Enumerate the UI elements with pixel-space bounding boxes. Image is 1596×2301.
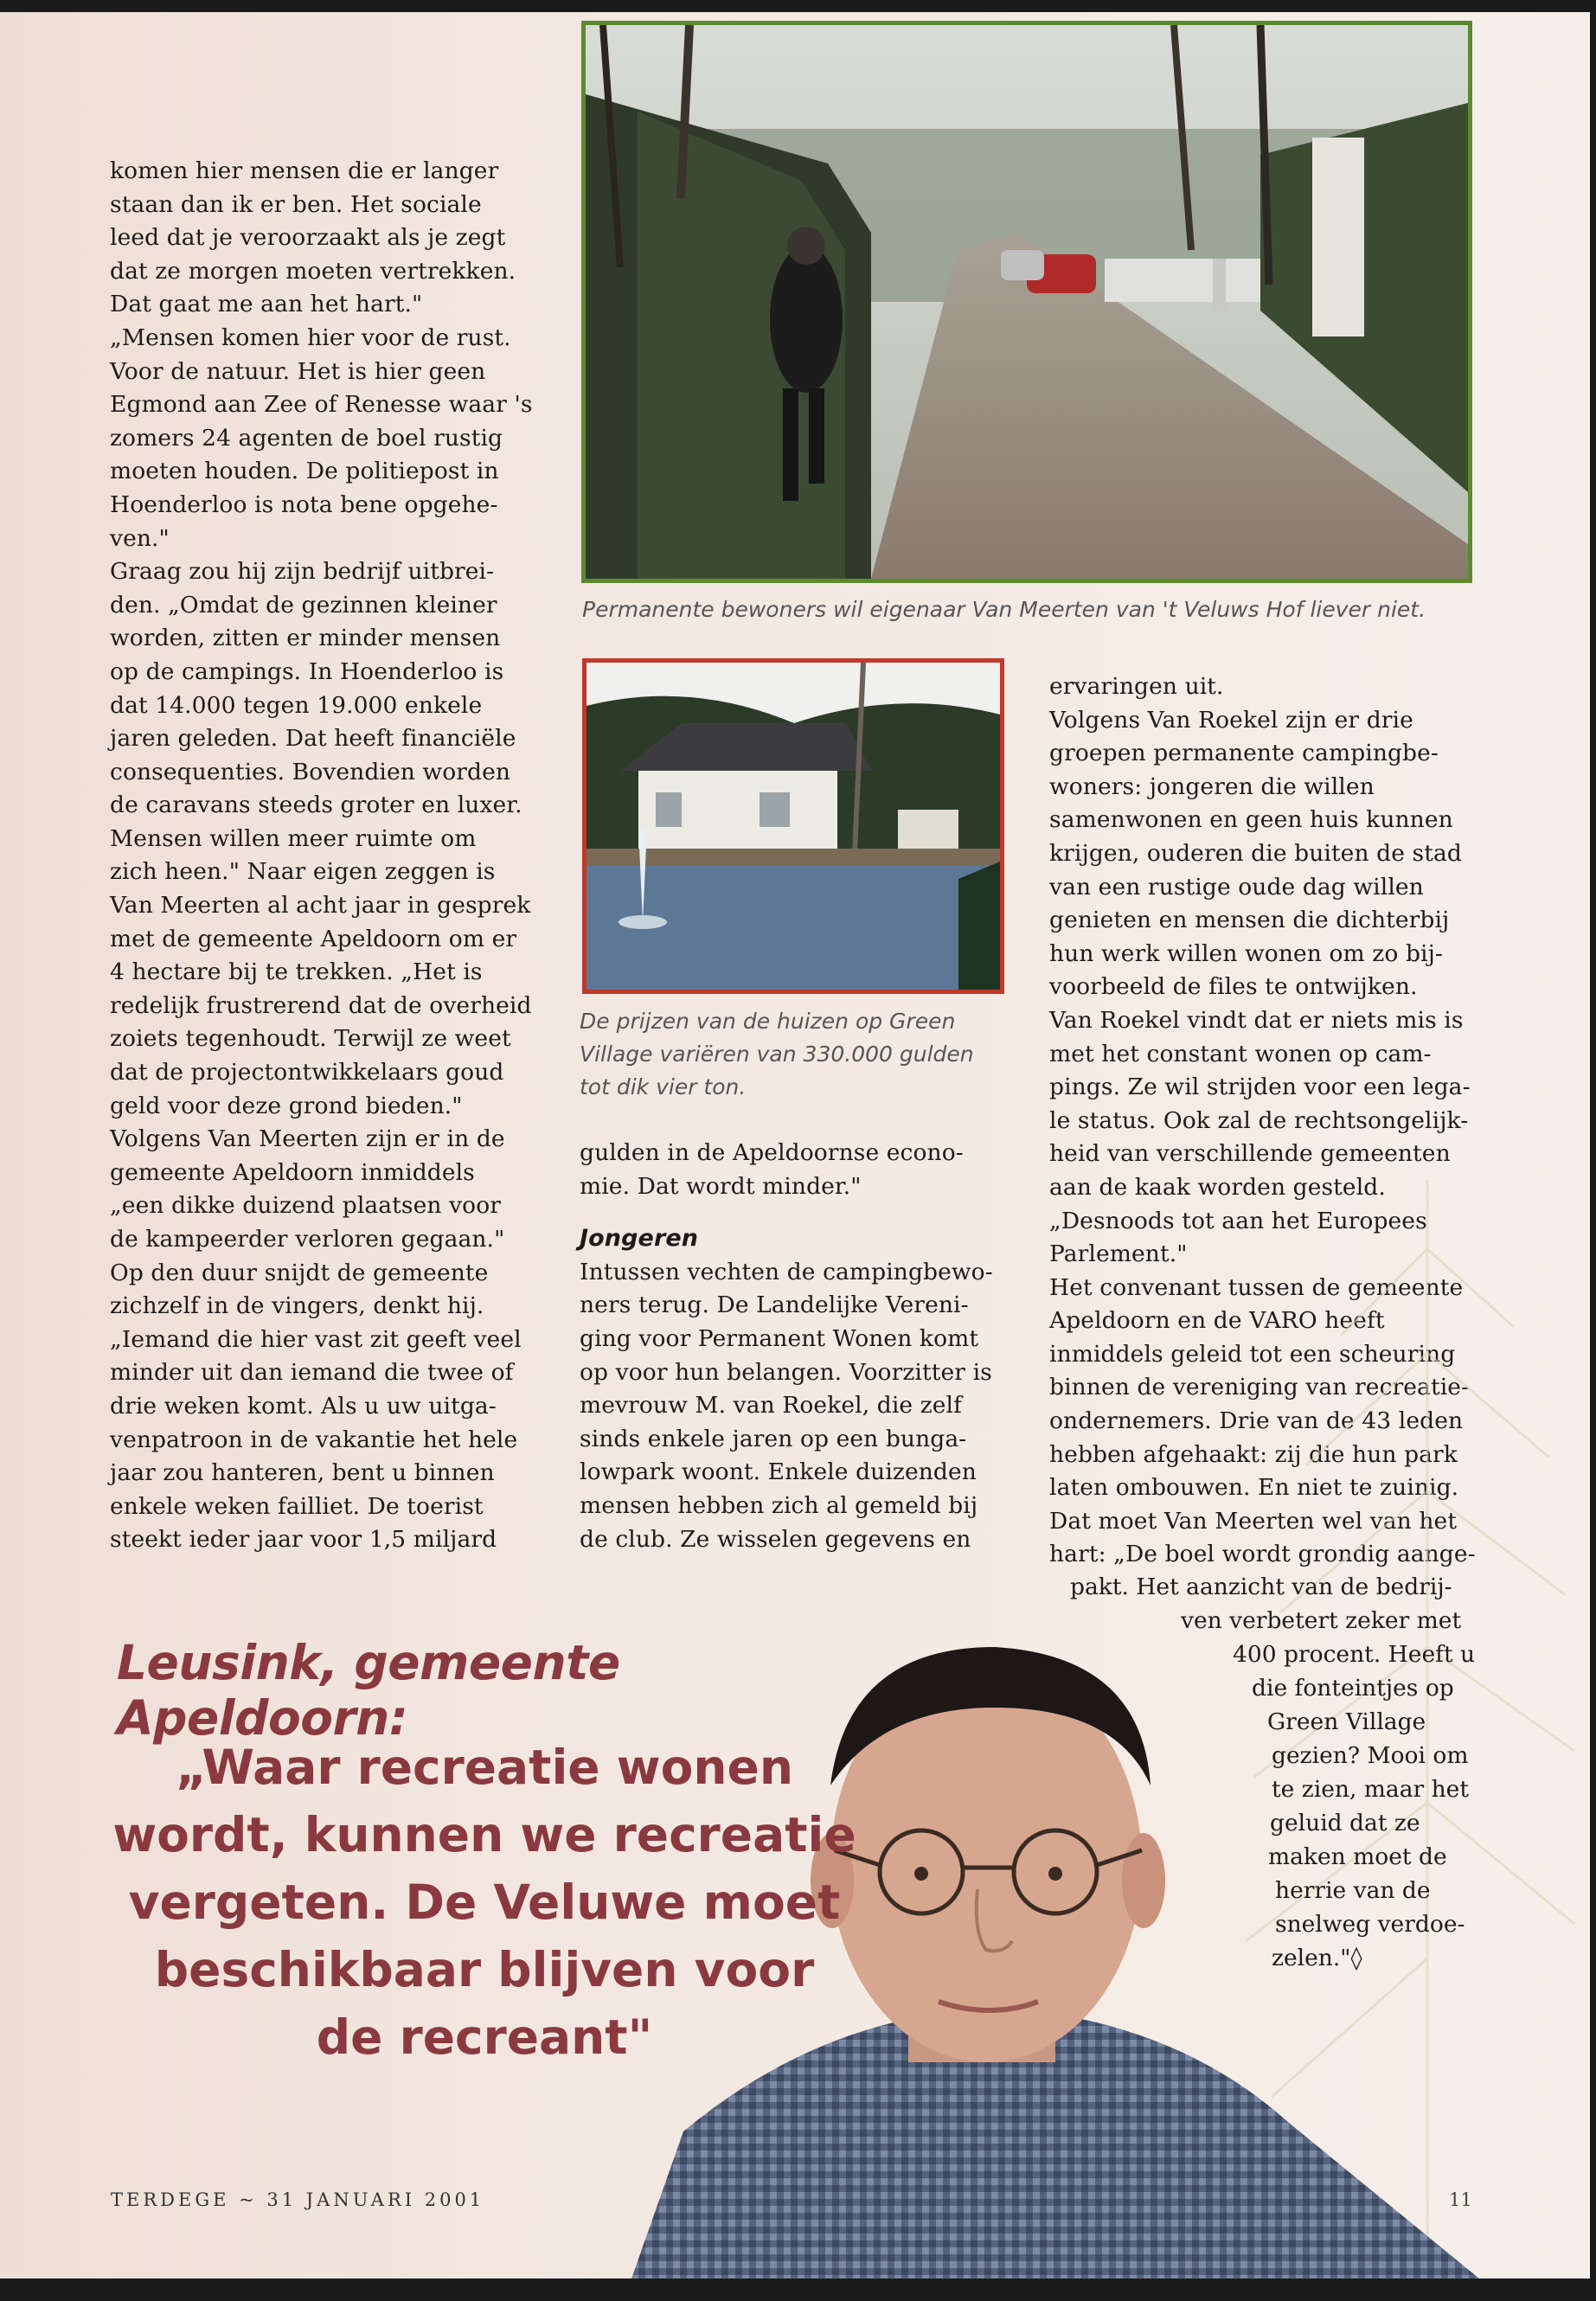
wrap-line: geluid dat ze [1270, 1810, 1420, 1836]
column-2-text-top: gulden in de Apeldoornse econo- mie. Dat wordt minder." [580, 1139, 964, 1200]
wrap-line: ven verbetert zeker met [1181, 1607, 1462, 1634]
photo-camp-road [581, 21, 1472, 583]
article-column-1 [110, 155, 560, 1557]
wrap-line: pakt. Het aanzicht van de bedrij- [1070, 1574, 1452, 1600]
green-village-illustration [586, 663, 1000, 990]
wrap-line: Green Village [1267, 1708, 1426, 1735]
wrap-line: herrie van de [1275, 1877, 1431, 1904]
article-column-2 [580, 1137, 1029, 1556]
column-1-text: komen hier mensen die er langer staan dan ik er ben. Het sociale leed dat je veroorzaakt als je zegt dat ze morgen moeten vertrekken. Dat gaat me aan het hart." „Mensen komen hier voor de rust. Voor de natuur. Het is hier geen Egmond aan Zee of Renesse waar 's zomers 24 agenten de boel rustig moeten houden. De politiepost in Hoenderloo is nota bene opgehe- ven." Graag zou hij zijn bedrijf uitbrei- den. „Omdat de gezinnen kleiner worden, zitten er minder mensen op de campings. In Hoenderloo is dat 14.000 tegen 19.000 enkele jaren geleden. Dat heeft financiële consequenties. Bovendien worden de caravans steeds groter en luxer. Mensen willen meer ruimte om zich heen." Naar eigen zeggen is Van Meerten al acht jaar in gesprek met de gemeente Apeldoorn om er 4 hectare bij te trekken. „Het is redelijk frustrerend dat de overheid zoiets tegenhoudt. Terwijl ze weet dat de projectontwikkelaars goud geld voor deze grond bieden." Volgens Van Meerten zijn er in de gemeente Apeldoorn inmiddels „een dikke duizend plaatsen voor de kampeerder verloren gegaan." Op den duur snijdt de gemeente zichzelf in de vingers, denkt hij. „Iemand die hier vast zit geeft veel minder uit dan iemand die twee of drie weken komt. Als u uw uitga- venpatroon in de vakantie het hele jaar zou hanteren, bent u binnen enkele weken failliet. De toerist steekt ieder jaar voor 1,5 miljard [110, 157, 533, 1554]
photo-caption-top: Permanente bewoners wil eigenaar Van Meerten van 't Veluws Hof liever niet. [582, 597, 1426, 622]
photo-green-village [582, 658, 1004, 994]
section-heading-jongeren: Jongeren [580, 1225, 699, 1253]
wrap-line: 400 procent. Heeft u [1233, 1641, 1476, 1668]
wrap-line: snelweg verdoe- [1275, 1911, 1465, 1938]
wrap-line: die fonteintjes op [1252, 1675, 1454, 1702]
page-number: 11 [1449, 2189, 1472, 2210]
camp-road-illustration [586, 25, 1468, 579]
wrap-line: maken moet de [1268, 1843, 1447, 1870]
pullquote-text: „Waar recreatie wonen wordt, kunnen we recreatie vergeten. De Veluwe moet beschikbaar blijven voor de recreant" [112, 1740, 856, 2065]
wrap-line: zelen."◊ [1272, 1945, 1362, 1971]
column-3-text: ervaringen uit. Volgens Van Roekel zijn er drie groepen permanente campingbe- woners: jongeren die willen samenwonen en geen huis kunnen krijgen, ouderen die buiten de stad van een rustige oude dag willen genieten en mensen die dichterbij hun werk willen wonen om zo bij- voorbeeld de files te ontwijken. Van Roekel vindt dat er niets mis is met het constant wonen op cam- pings. Ze wil strijden voor een lega- le status. Ook zal de rechtsongelijk- heid van verschillende gemeenten aan de kaak worden gesteld. „Desnoods tot aan het Europees Parlement." Het convenant tussen de gemeente Apeldoorn en de VARO heeft inmiddels geleid tot een scheuring binnen de vereniging van recreatie- ondernemers. Drie van de 43 leden hebben afgehaakt: zij die hun park laten ombouwen. En niet te zuinig. Dat moet Van Meerten wel van het hart: „De boel wordt grondig aange- [1049, 673, 1476, 1568]
pullquote-speaker: Leusink, gemeente Apeldoorn: [117, 1635, 620, 1746]
magazine-page [0, 12, 1590, 2279]
column-2-text-bottom: Intussen vechten de campingbewo- ners terug. De Landelijke Vereni- ging voor Permanent Wonen komt op voor hun belangen. Voorzitter is mevrouw M. van Roekel, die zelf sinds enkele jaren op een bunga- lowpark woont. Enkele duizenden mensen hebben zich al gemeld bij de club. Ze wisselen gegevens en [580, 1258, 993, 1553]
wrap-line: te zien, maar het [1272, 1776, 1470, 1803]
wrap-line: gezien? Mooi om [1272, 1742, 1469, 1769]
footer-publication: TERDEGE ~ 31 JANUARI 2001 [111, 2189, 485, 2210]
photo-caption-small: De prijzen van de huizen op Green Village variëren van 330.000 gulden tot dik vier ton. [580, 1009, 974, 1099]
